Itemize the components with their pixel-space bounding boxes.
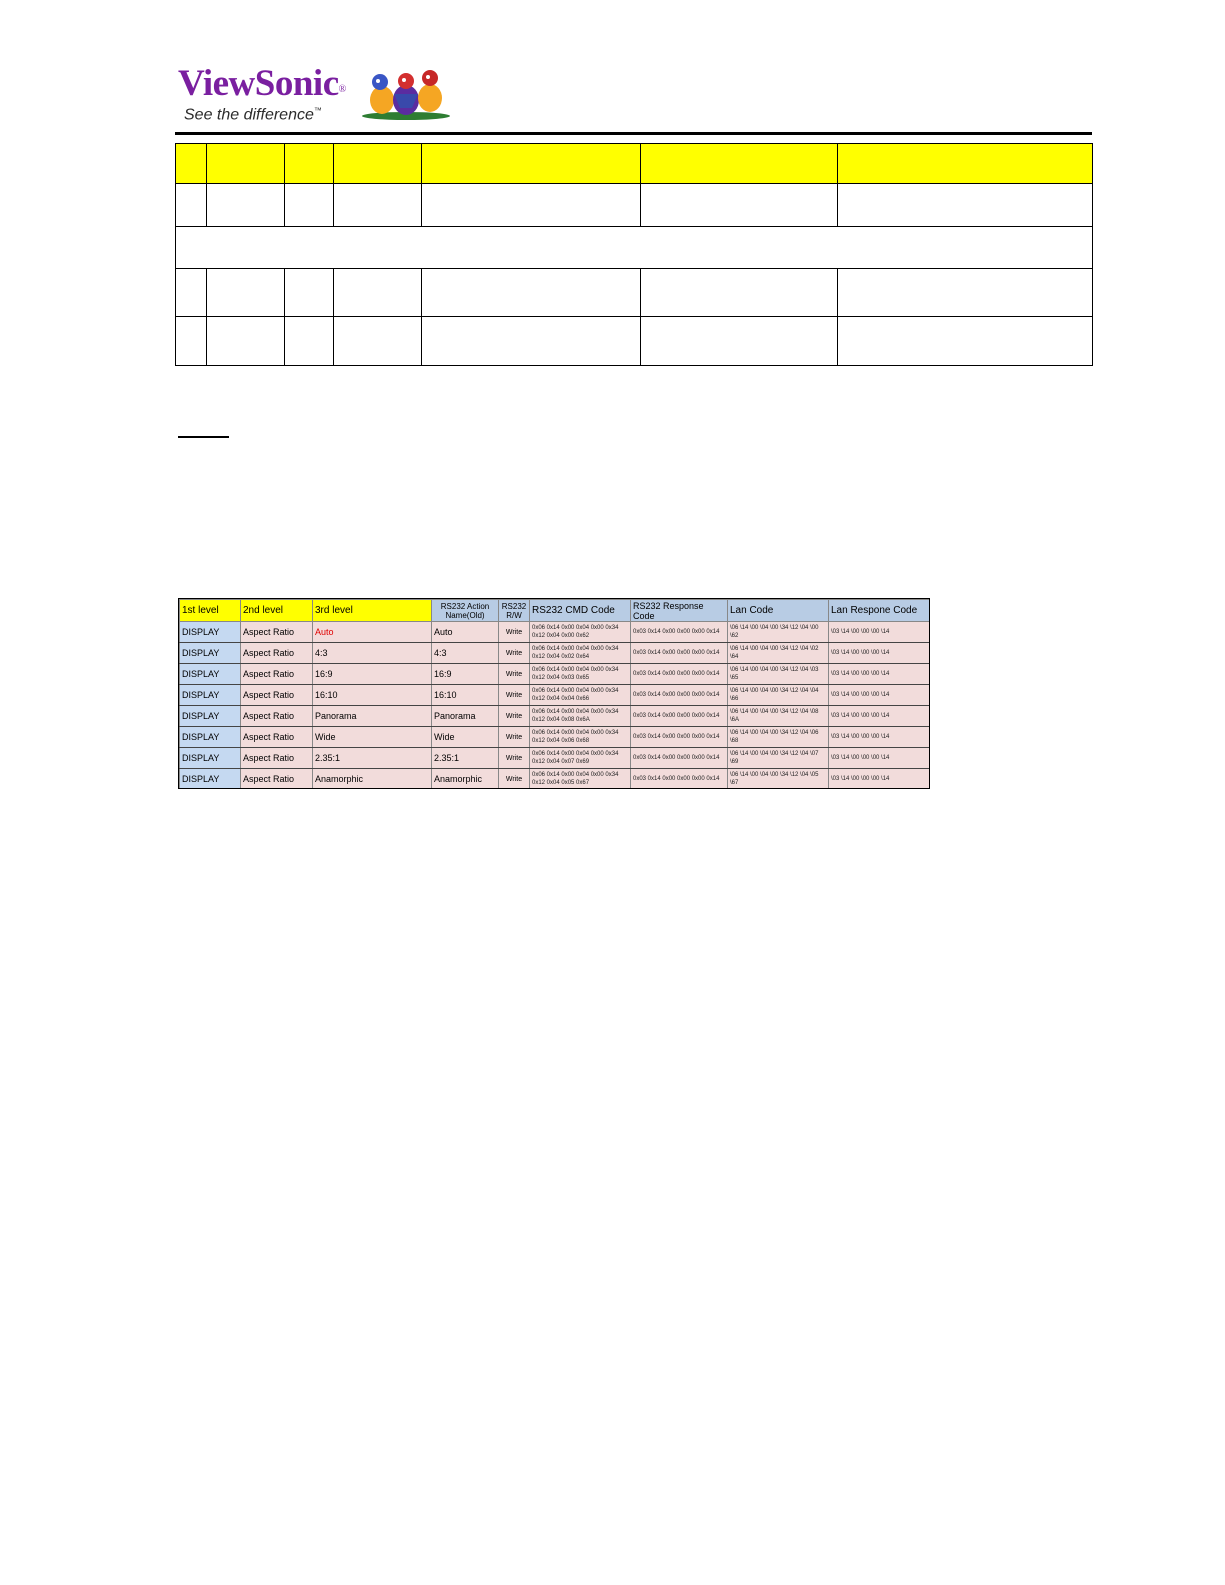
table-cell xyxy=(285,269,334,317)
header-rw: RS232 R/W xyxy=(499,600,530,622)
table-row xyxy=(180,685,931,706)
lan-response-cell: \03 \14 \00 \00 \00 \14 xyxy=(829,685,931,706)
section-underline xyxy=(178,436,229,438)
level1-cell: DISPLAY xyxy=(180,748,241,769)
response-code-cell: 0x03 0x14 0x00 0x00 0x00 0x14 xyxy=(631,664,728,685)
level3-cell: Wide xyxy=(313,727,432,748)
table-cell xyxy=(176,184,207,227)
table-cell xyxy=(334,184,422,227)
cmd-code-cell: 0x06 0x14 0x00 0x04 0x00 0x34 0x12 0x04 0x00 0x62 xyxy=(530,622,631,643)
rw-cell: Write xyxy=(499,727,530,748)
header-lan-code: Lan Code xyxy=(728,600,829,622)
level3-cell: 4:3 xyxy=(313,643,432,664)
table-row xyxy=(180,664,931,685)
level2-cell: Aspect Ratio xyxy=(241,622,313,643)
level1-cell: DISPLAY xyxy=(180,643,241,664)
table-cell xyxy=(422,317,641,366)
table-cell xyxy=(641,184,838,227)
action-name-cell: 2.35:1 xyxy=(432,748,499,769)
table-row xyxy=(176,184,1093,227)
level1-cell: DISPLAY xyxy=(180,727,241,748)
viewsonic-logo xyxy=(178,62,458,124)
level3-cell: 16:9 xyxy=(313,664,432,685)
aspect-ratio-spreadsheet xyxy=(178,598,930,789)
level3-cell: Auto xyxy=(313,622,432,643)
lan-response-cell: \03 \14 \00 \00 \00 \14 xyxy=(829,748,931,769)
table-cell xyxy=(334,144,422,184)
level1-cell: DISPLAY xyxy=(180,622,241,643)
level2-cell: Aspect Ratio xyxy=(241,769,313,790)
spreadsheet-header-row xyxy=(180,600,931,622)
response-code-cell: 0x03 0x14 0x00 0x00 0x00 0x14 xyxy=(631,727,728,748)
table-cell xyxy=(838,317,1093,366)
lan-code-cell: \06 \14 \00 \04 \00 \34 \12 \04 \00 \62 xyxy=(728,622,829,643)
table-cell xyxy=(207,269,285,317)
header-lan-response-code: Lan Respone Code xyxy=(829,600,931,622)
lan-code-cell: \06 \14 \00 \04 \00 \34 \12 \04 \02 \64 xyxy=(728,643,829,664)
header-action-name: RS232 Action Name(Old) xyxy=(432,600,499,622)
header-response-code: RS232 Response Code xyxy=(631,600,728,622)
lan-response-cell: \03 \14 \00 \00 \00 \14 xyxy=(829,769,931,790)
brand-name: ViewSonic® xyxy=(178,63,346,104)
top-table-header-row xyxy=(176,144,1093,184)
cmd-code-cell: 0x06 0x14 0x00 0x04 0x00 0x34 0x12 0x04 0x04 0x66 xyxy=(530,685,631,706)
table-cell xyxy=(176,144,207,184)
level3-cell: Anamorphic xyxy=(313,769,432,790)
table-cell xyxy=(285,184,334,227)
action-name-cell: 4:3 xyxy=(432,643,499,664)
action-name-cell: Wide xyxy=(432,727,499,748)
table-cell xyxy=(641,144,838,184)
table-cell xyxy=(176,269,207,317)
table-cell xyxy=(285,317,334,366)
table-cell xyxy=(176,317,207,366)
lan-response-cell: \03 \14 \00 \00 \00 \14 xyxy=(829,664,931,685)
table-cell xyxy=(838,184,1093,227)
table-row xyxy=(180,643,931,664)
table-row xyxy=(176,317,1093,366)
level1-cell: DISPLAY xyxy=(180,685,241,706)
lan-response-cell: \03 \14 \00 \00 \00 \14 xyxy=(829,622,931,643)
action-name-cell: 16:9 xyxy=(432,664,499,685)
response-code-cell: 0x03 0x14 0x00 0x00 0x00 0x14 xyxy=(631,622,728,643)
table-row xyxy=(180,769,931,790)
response-code-cell: 0x03 0x14 0x00 0x00 0x00 0x14 xyxy=(631,706,728,727)
lan-response-cell: \03 \14 \00 \00 \00 \14 xyxy=(829,643,931,664)
level1-cell: DISPLAY xyxy=(180,664,241,685)
table-cell xyxy=(334,317,422,366)
rw-cell: Write xyxy=(499,769,530,790)
table-row xyxy=(180,622,931,643)
table-cell xyxy=(207,184,285,227)
rw-cell: Write xyxy=(499,664,530,685)
three-birds-icon xyxy=(360,64,452,120)
table-cell xyxy=(422,144,641,184)
table-cell xyxy=(838,144,1093,184)
table-cell xyxy=(176,227,1093,269)
table-cell xyxy=(422,184,641,227)
table-cell xyxy=(207,144,285,184)
lan-code-cell: \06 \14 \00 \04 \00 \34 \12 \04 \08 \6A xyxy=(728,706,829,727)
rw-cell: Write xyxy=(499,622,530,643)
rw-cell: Write xyxy=(499,643,530,664)
header-3rd-level: 3rd level xyxy=(313,600,432,622)
table-cell xyxy=(207,317,285,366)
response-code-cell: 0x03 0x14 0x00 0x00 0x00 0x14 xyxy=(631,643,728,664)
lan-code-cell: \06 \14 \00 \04 \00 \34 \12 \04 \03 \65 xyxy=(728,664,829,685)
lan-code-cell: \06 \14 \00 \04 \00 \34 \12 \04 \05 \67 xyxy=(728,769,829,790)
level2-cell: Aspect Ratio xyxy=(241,748,313,769)
table-row xyxy=(180,748,931,769)
table-row xyxy=(180,706,931,727)
action-name-cell: Auto xyxy=(432,622,499,643)
lan-response-cell: \03 \14 \00 \00 \00 \14 xyxy=(829,727,931,748)
level2-cell: Aspect Ratio xyxy=(241,664,313,685)
cmd-code-cell: 0x06 0x14 0x00 0x04 0x00 0x34 0x12 0x04 0x08 0x6A xyxy=(530,706,631,727)
rw-cell: Write xyxy=(499,748,530,769)
lan-response-cell: \03 \14 \00 \00 \00 \14 xyxy=(829,706,931,727)
header-2nd-level: 2nd level xyxy=(241,600,313,622)
lan-code-cell: \06 \14 \00 \04 \00 \34 \12 \04 \04 \66 xyxy=(728,685,829,706)
action-name-cell: Panorama xyxy=(432,706,499,727)
level2-cell: Aspect Ratio xyxy=(241,685,313,706)
response-code-cell: 0x03 0x14 0x00 0x00 0x00 0x14 xyxy=(631,769,728,790)
table-cell xyxy=(334,269,422,317)
cmd-code-cell: 0x06 0x14 0x00 0x04 0x00 0x34 0x12 0x04 0x06 0x68 xyxy=(530,727,631,748)
level1-cell: DISPLAY xyxy=(180,769,241,790)
table-cell xyxy=(285,144,334,184)
cmd-code-cell: 0x06 0x14 0x00 0x04 0x00 0x34 0x12 0x04 0x05 0x67 xyxy=(530,769,631,790)
level2-cell: Aspect Ratio xyxy=(241,727,313,748)
table-cell xyxy=(641,317,838,366)
response-code-cell: 0x03 0x14 0x00 0x00 0x00 0x14 xyxy=(631,685,728,706)
rw-cell: Write xyxy=(499,706,530,727)
level3-cell: 16:10 xyxy=(313,685,432,706)
brand-tagline: See the difference™ xyxy=(184,106,322,124)
level3-cell: Panorama xyxy=(313,706,432,727)
level2-cell: Aspect Ratio xyxy=(241,643,313,664)
table-cell xyxy=(838,269,1093,317)
lan-code-cell: \06 \14 \00 \04 \00 \34 \12 \04 \07 \69 xyxy=(728,748,829,769)
top-table xyxy=(175,143,1093,366)
level1-cell: DISPLAY xyxy=(180,706,241,727)
response-code-cell: 0x03 0x14 0x00 0x00 0x00 0x14 xyxy=(631,748,728,769)
cmd-code-cell: 0x06 0x14 0x00 0x04 0x00 0x34 0x12 0x04 0x03 0x65 xyxy=(530,664,631,685)
table-row xyxy=(176,269,1093,317)
header-1st-level: 1st level xyxy=(180,600,241,622)
table-cell xyxy=(641,269,838,317)
header-rule xyxy=(175,132,1092,135)
header-cmd-code: RS232 CMD Code xyxy=(530,600,631,622)
level3-cell: 2.35:1 xyxy=(313,748,432,769)
action-name-cell: Anamorphic xyxy=(432,769,499,790)
rw-cell: Write xyxy=(499,685,530,706)
lan-code-cell: \06 \14 \00 \04 \00 \34 \12 \04 \06 \68 xyxy=(728,727,829,748)
table-row-spanning xyxy=(176,227,1093,269)
level2-cell: Aspect Ratio xyxy=(241,706,313,727)
cmd-code-cell: 0x06 0x14 0x00 0x04 0x00 0x34 0x12 0x04 0x02 0x64 xyxy=(530,643,631,664)
table-row xyxy=(180,727,931,748)
table-cell xyxy=(422,269,641,317)
action-name-cell: 16:10 xyxy=(432,685,499,706)
cmd-code-cell: 0x06 0x14 0x00 0x04 0x00 0x34 0x12 0x04 0x07 0x69 xyxy=(530,748,631,769)
